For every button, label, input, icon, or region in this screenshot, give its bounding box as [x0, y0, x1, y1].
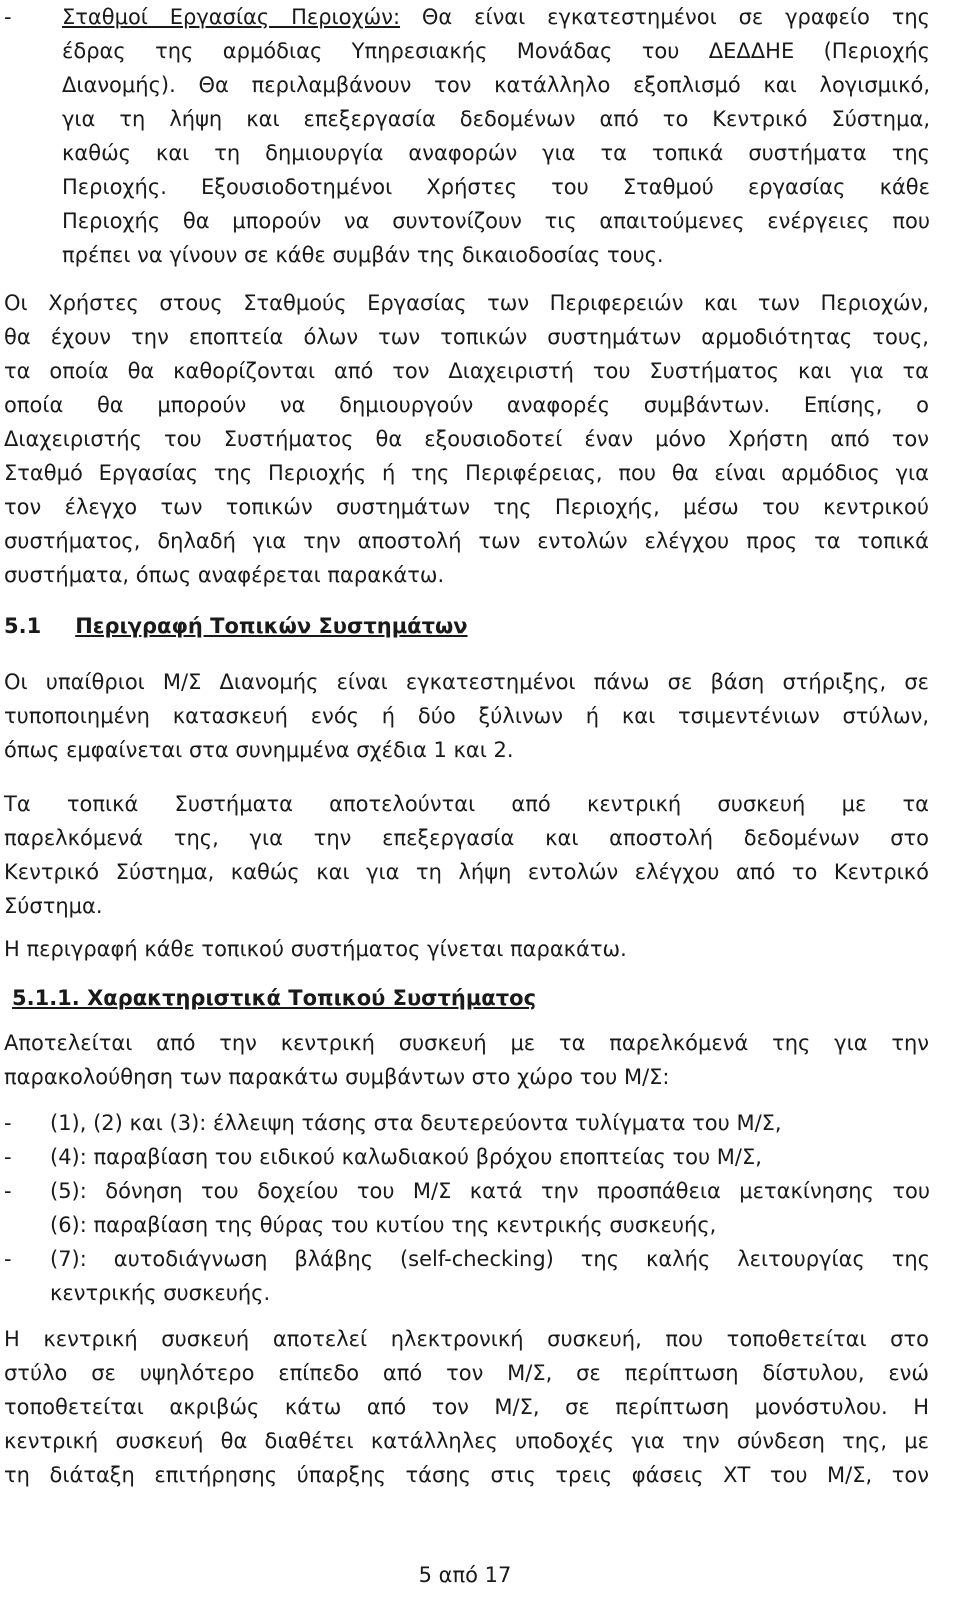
text-line: τυποποιημένη κατασκευή ενός ή δύο ξύλινων ή και τσιμεντένιων στύλων, [4, 704, 929, 728]
text-line: έδρας της αρμόδιας Υπηρεσιακής Μονάδας του ΔΕΔΔΗΕ (Περιοχής [62, 39, 930, 63]
text-line: (6): παραβίαση της θύρας του κυτίου της κεντρικής συσκευής, [50, 1213, 717, 1237]
text-line: καθώς και τη δημιουργία αναφορών για τα τοπικά συστήματα της [62, 141, 930, 165]
text-line: για τη λήψη και επεξεργασία δεδομένων από το Κεντρικό Σύστημα, [62, 107, 930, 131]
text-line: κεντρικής συσκευής. [50, 1281, 271, 1305]
event-text [50, 1140, 930, 1174]
workstations-lead-term: Σταθμοί Εργασίας Περιοχών: [62, 5, 401, 29]
text-line: τοποθετείται ακριβώς κάτω από τον Μ/Σ, σε περίπτωση μονόστυλου. Η [4, 1395, 929, 1419]
text-line: οποία θα μπορούν να δημιουργούν αναφορές συμβάντων. Επίσης, ο [4, 393, 929, 417]
text-line: τη διάταξη επιτήρησης ύπαρξης τάσης στις τρεις φάσεις ΧΤ του Μ/Σ, τον [4, 1463, 929, 1487]
text-line: παρακολούθηση των παρακάτω συμβάντων στο χώρο του Μ/Σ: [4, 1065, 670, 1089]
text-line: πρέπει να γίνουν σε κάθε συμβάν της δικαιοδοσίας τους. [62, 243, 664, 267]
text-line: συστήματα, όπως αναφέρεται παρακάτω. [4, 563, 445, 587]
local-systems-paragraph [4, 787, 929, 923]
outdoor-substations-paragraph [4, 665, 929, 767]
page-number: 5 από 17 [418, 1563, 512, 1587]
text-line: Περιοχής. Εξουσιοδοτημένοι Χρήστες του Σταθμού εργασίας κάθε [62, 175, 930, 199]
text-line: (5): δόνηση του δοχείου του Μ/Σ κατά την προσπάθεια μετακίνησης του [50, 1179, 930, 1203]
event-text [50, 1242, 930, 1310]
bullet-dash: - [4, 1111, 12, 1135]
bullet-dash: - [4, 1247, 12, 1271]
text-line: Διαχειριστής του Συστήματος θα εξουσιοδοτεί έναν μόνο Χρήστη από τον [4, 427, 929, 451]
event-text [50, 1174, 930, 1242]
event-text [50, 1106, 930, 1140]
text-line: τα οποία θα καθορίζονται από τον Διαχειριστή του Συστήματος και για τα [4, 359, 929, 383]
text-line: συστήματος, δηλαδή για την αποστολή των εντολών ελέγχου προς τα τοπικά [4, 529, 929, 553]
heading-title: Περιγραφή Τοπικών Συστημάτων [75, 614, 468, 638]
text-line: (1), (2) και (3): έλλειψη τάσης στα δευτερεύοντα τυλίγματα του Μ/Σ, [50, 1111, 782, 1135]
text-line: Η κεντρική συσκευή αποτελεί ηλεκτρονική συσκευή, που τοποθετείται στο [4, 1327, 929, 1351]
workstations-bullet-text [62, 0, 930, 272]
text-line: στύλο σε υψηλότερο επίπεδο από τον Μ/Σ, σε περίπτωση δίστυλου, ενώ [4, 1361, 929, 1385]
central-device-paragraph [4, 1322, 929, 1492]
text-line: Οι υπαίθριοι Μ/Σ Διανομής είναι εγκατεστημένοι πάνω σε βάση στήριξης, σε [4, 670, 929, 694]
text-line: Σταθμό Εργασίας της Περιοχής ή της Περιφέρειας, που θα είναι αρμόδιος για [4, 461, 929, 485]
users-paragraph [4, 286, 929, 592]
text-line: Διανομής). Θα περιλαμβάνουν τον κατάλληλο εξοπλισμό και λογισμικό, [62, 73, 930, 97]
text-line: θα έχουν την εποπτεία όλων των τοπικών συστημάτων αρμοδιότητας τους, [4, 325, 929, 349]
heading-number: 5.1 [4, 614, 42, 638]
description-paragraph [4, 932, 929, 966]
consists-paragraph [4, 1026, 929, 1094]
text-line: τον έλεγχο των τοπικών συστημάτων της Περιοχής, μέσω του κεντρικού [4, 495, 929, 519]
text-line: (4): παραβίαση του ειδικού καλωδιακού βρόχου εποπτείας του Μ/Σ, [50, 1145, 762, 1169]
text-line: Αποτελείται από την κεντρική συσκευή με τα παρελκόμενά της για την [4, 1031, 929, 1055]
text-line: Τα τοπικά Συστήματα αποτελούνται από κεντρική συσκευή με τα [4, 792, 929, 816]
bullet-dash: - [4, 1145, 12, 1169]
text-line: Οι Χρήστες στους Σταθμούς Εργασίας των Περιφερειών και των Περιοχών, [4, 291, 929, 315]
text-line: Θα είναι εγκατεστημένοι σε γραφείο της [400, 5, 930, 29]
text-line: κεντρική συσκευή θα διαθέτει κατάλληλες υποδοχές για την σύνδεση της, με [4, 1429, 929, 1453]
bullet-dash: - [4, 5, 12, 29]
section-heading-5-1 [4, 609, 468, 643]
text-line: Κεντρικό Σύστημα, καθώς και για τη λήψη εντολών ελέγχου από το Κεντρικό [4, 860, 929, 884]
section-heading-5-1-1: 5.1.1. Χαρακτηριστικά Τοπικού Συστήματος [12, 986, 537, 1010]
text-line: παρελκόμενά της, για την επεξεργασία και αποστολή δεδομένων στο [4, 826, 929, 850]
text-line: όπως εμφαίνεται στα συνημμένα σχέδια 1 και 2. [4, 738, 514, 762]
text-line: Η περιγραφή κάθε τοπικού συστήματος γίνεται παρακάτω. [4, 937, 627, 961]
text-line: Περιοχής θα μπορούν να συντονίζουν τις απαιτούμενες ενέργειες που [62, 209, 930, 233]
bullet-dash: - [4, 1179, 12, 1203]
text-line: Σύστημα. [4, 894, 103, 918]
text-line: (7): αυτοδιάγνωση βλάβης (self-checking) της καλής λειτουργίας της [50, 1247, 930, 1271]
